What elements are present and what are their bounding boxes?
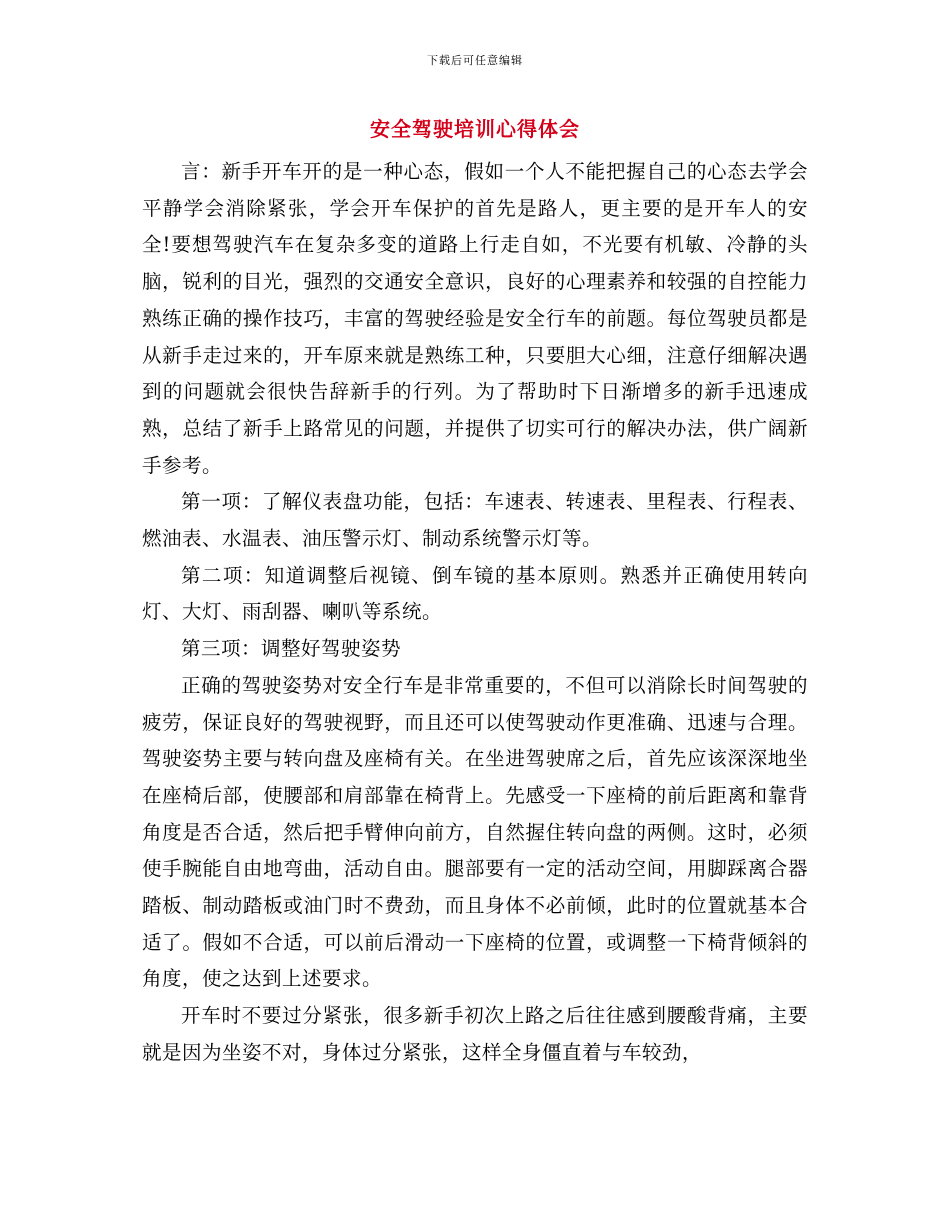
page-header-note: 下载后可任意编辑 bbox=[427, 54, 523, 67]
paragraph-item-1: 第一项：了解仪表盘功能，包括：车速表、转速表、里程表、行程表、燃油表、水温表、油压警示灯、制动系统警示灯等。 bbox=[142, 490, 808, 551]
paragraph-item-3-heading: 第三项：调整好驾驶姿势 bbox=[181, 637, 402, 661]
paragraph-driving-posture: 正确的驾驶姿势对安全行车是非常重要的，不但可以消除长时间驾驶的疲劳，保证良好的驾驶视野，而且还可以使驾驶动作更准确、迅速与合理。驾驶姿势主要与转向盘及座椅有关。在坐进驾驶席之后，首先应该深深地坐在座椅后部，使腰部和肩部靠在椅背上。先感受一下座椅的前后距离和靠背角度是否合适，然后把手臂伸向前方，自然握住转向盘的两侧。这时，必须使手腕能自由地弯曲，活动自由。腿部要有一定的活动空间，用脚踩离合器踏板、制动踏板或油门时不费劲，而且身体不必前倾，此时的位置就基本合适了。假如不合适，可以前后滑动一下座椅的位置，或调整一下椅背倾斜的角度，使之达到上述要求。 bbox=[142, 673, 808, 991]
paragraph-tension: 开车时不要过分紧张，很多新手初次上路之后往往感到腰酸背痛，主要就是因为坐姿不对，身体过分紧张，这样全身僵直着与车较劲， bbox=[142, 1004, 808, 1064]
document-title: 安全驾驶培训心得体会 bbox=[370, 117, 580, 141]
paragraph-item-2: 第二项：知道调整后视镜、倒车镜的基本原则。熟悉并正确使用转向灯、大灯、雨刮器、喇叭等系统。 bbox=[142, 563, 808, 624]
document-body bbox=[142, 154, 808, 1072]
paragraph-intro: 言：新手开车开的是一种心态，假如一个人不能把握自己的心态去学会平静学会消除紧张，学会开车保护的首先是路人，更主要的是开车人的安全!要想驾驶汽车在复杂多变的道路上行走自如，不光要有机敏、冷静的头脑，锐利的目光，强烈的交通安全意识，良好的心理素养和较强的自控能力熟练正确的操作技巧，丰富的驾驶经验是安全行车的前题。每位驾驶员都是从新手走过来的，开车原来就是熟练工种，只要胆大心细，注意仔细解决遇到的问题就会很快告辞新手的行列。为了帮助时下日渐增多的新手迅速成熟，总结了新手上路常见的问题，并提供了切实可行的解决办法，供广阔新手参考。 bbox=[142, 160, 808, 477]
